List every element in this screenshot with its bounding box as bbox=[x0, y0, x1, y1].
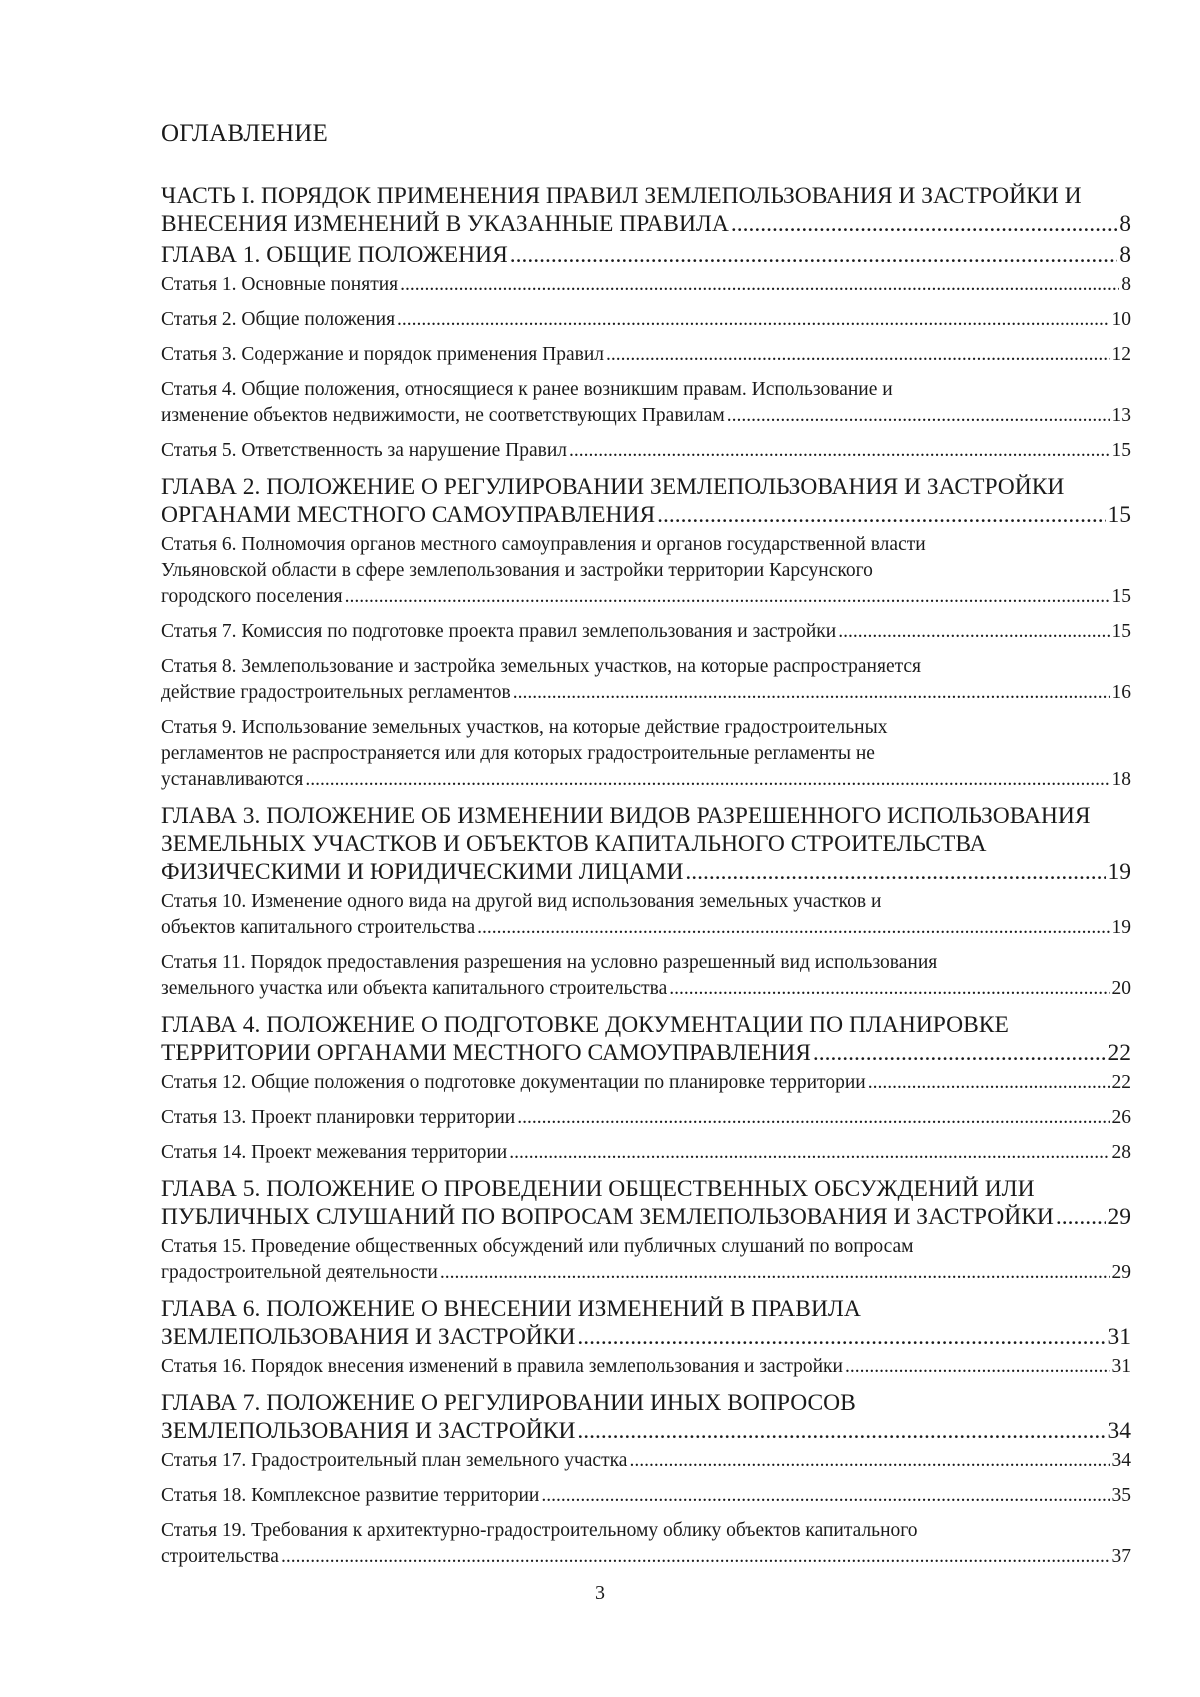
toc-entry bbox=[161, 1011, 1131, 1067]
dot-leader bbox=[345, 584, 1110, 610]
toc-entry-title: Статья 1. Основные понятия bbox=[161, 274, 399, 295]
toc-entry-page: 15 bbox=[1111, 586, 1131, 607]
dot-leader bbox=[629, 1448, 1109, 1474]
toc-entry-title: Статья 12. Общие положения о подготовке документации по планировке территории bbox=[161, 1072, 866, 1093]
toc-entry-title: градостроительной деятельности bbox=[161, 1262, 438, 1283]
toc-entry-last-line bbox=[161, 584, 1131, 610]
toc-entry bbox=[161, 377, 1131, 429]
dot-leader bbox=[813, 1039, 1106, 1067]
toc-entry-line: Статья 6. Полномочия органов местного самоуправления и органов государственной власти bbox=[161, 534, 926, 555]
toc-entry-last-line bbox=[161, 342, 1131, 368]
toc-entry-title: устанавливаются bbox=[161, 769, 304, 790]
toc-entry-line: Статья 9. Использование земельных участков, на которые действие градостроительных bbox=[161, 717, 888, 738]
dot-leader bbox=[577, 1323, 1105, 1351]
toc-entry-page: 8 bbox=[1119, 211, 1131, 237]
toc-entry-page: 13 bbox=[1111, 405, 1131, 426]
toc-entry-title: Статья 13. Проект планировки территории bbox=[161, 1107, 516, 1128]
dot-leader bbox=[517, 1105, 1109, 1131]
toc-entry bbox=[161, 1175, 1131, 1231]
toc-entry-page: 16 bbox=[1111, 682, 1131, 703]
dot-leader bbox=[510, 241, 1117, 269]
toc-entry-page: 29 bbox=[1107, 1204, 1131, 1230]
toc-entry-title: ЗЕМЛЕПОЛЬЗОВАНИЯ И ЗАСТРОЙКИ bbox=[161, 1418, 576, 1444]
toc-entry-page: 31 bbox=[1111, 1356, 1131, 1377]
dot-leader bbox=[440, 1260, 1110, 1286]
toc-entry-title: Статья 7. Комиссия по подготовке проекта правил землепользования и застройки bbox=[161, 621, 837, 642]
toc-entry-page: 18 bbox=[1111, 769, 1131, 790]
toc-entry bbox=[161, 182, 1131, 238]
toc-entry-line: ЗЕМЕЛЬНЫХ УЧАСТКОВ И ОБЪЕКТОВ КАПИТАЛЬНОГО СТРОИТЕЛЬСТВА bbox=[161, 831, 987, 857]
toc-title: ОГЛАВЛЕНИЕ bbox=[161, 120, 328, 147]
dot-leader bbox=[845, 1354, 1110, 1380]
toc-entry-line: Статья 4. Общие положения, относящиеся к ранее возникшим правам. Использование и bbox=[161, 379, 893, 400]
toc-entry-title: ЗЕМЛЕПОЛЬЗОВАНИЯ И ЗАСТРОЙКИ bbox=[161, 1324, 576, 1350]
dot-leader bbox=[606, 342, 1110, 368]
toc-entry-line: ГЛАВА 4. ПОЛОЖЕНИЕ О ПОДГОТОВКЕ ДОКУМЕНТАЦИИ ПО ПЛАНИРОВКЕ bbox=[161, 1012, 1009, 1038]
toc-entry-line: ГЛАВА 7. ПОЛОЖЕНИЕ О РЕГУЛИРОВАНИИ ИНЫХ ВОПРОСОВ bbox=[161, 1390, 856, 1416]
toc-entry-last-line bbox=[161, 272, 1131, 298]
toc-entry bbox=[161, 1234, 1131, 1286]
toc-entry-title: действие градостроительных регламентов bbox=[161, 682, 511, 703]
toc-entry-line: Статья 19. Требования к архитектурно-градостроительному облику объектов капитального bbox=[161, 1520, 918, 1541]
toc-entry bbox=[161, 307, 1131, 333]
dot-leader bbox=[685, 858, 1105, 886]
toc-entry bbox=[161, 342, 1131, 368]
toc-entry-title: изменение объектов недвижимости, не соответствующих Правилам bbox=[161, 405, 725, 426]
toc-entry-page: 29 bbox=[1111, 1262, 1131, 1283]
toc-entry-page: 10 bbox=[1111, 309, 1131, 330]
toc-entry bbox=[161, 1105, 1131, 1131]
dot-leader bbox=[400, 272, 1119, 298]
page-number: 3 bbox=[595, 1582, 605, 1604]
toc-entry-page: 15 bbox=[1111, 621, 1131, 642]
toc-entry-last-line bbox=[161, 1483, 1131, 1509]
toc-entry bbox=[161, 1354, 1131, 1380]
toc-entry bbox=[161, 715, 1131, 793]
toc-entry-last-line bbox=[161, 1140, 1131, 1166]
toc-entry-last-line bbox=[161, 858, 1131, 886]
toc-entry-page: 28 bbox=[1111, 1142, 1131, 1163]
toc-entry-title: земельного участка или объекта капитального строительства bbox=[161, 978, 668, 999]
toc-entry-last-line bbox=[161, 1544, 1131, 1570]
toc-entry-last-line bbox=[161, 501, 1131, 529]
toc-entry-page: 8 bbox=[1121, 274, 1131, 295]
toc-entry-last-line bbox=[161, 438, 1131, 464]
toc-entry bbox=[161, 473, 1131, 529]
toc-entry bbox=[161, 532, 1131, 610]
toc-entry-page: 15 bbox=[1107, 502, 1131, 528]
toc-entry-page: 26 bbox=[1111, 1107, 1131, 1128]
toc-entry bbox=[161, 1140, 1131, 1166]
dot-leader bbox=[305, 767, 1109, 793]
toc-entry bbox=[161, 654, 1131, 706]
toc-entry bbox=[161, 619, 1131, 645]
dot-leader bbox=[569, 438, 1109, 464]
toc-entry-last-line bbox=[161, 1105, 1131, 1131]
toc-entry-last-line bbox=[161, 307, 1131, 333]
toc-entry-title: Статья 17. Градостроительный план земельного участка bbox=[161, 1450, 628, 1471]
toc-entry-line: ГЛАВА 6. ПОЛОЖЕНИЕ О ВНЕСЕНИИ ИЗМЕНЕНИЙ В ПРАВИЛА bbox=[161, 1296, 861, 1322]
toc-entry bbox=[161, 272, 1131, 298]
toc-entry-title: Статья 5. Ответственность за нарушение Правил bbox=[161, 440, 568, 461]
toc-entry bbox=[161, 1518, 1131, 1570]
toc-entry-page: 22 bbox=[1111, 1072, 1131, 1093]
toc-entry-last-line bbox=[161, 210, 1131, 238]
dot-leader bbox=[477, 915, 1109, 941]
toc-entry-last-line bbox=[161, 1323, 1131, 1351]
toc-entry-last-line bbox=[161, 1417, 1131, 1445]
toc-entry-last-line bbox=[161, 1448, 1131, 1474]
dot-leader bbox=[577, 1417, 1105, 1445]
dot-leader bbox=[868, 1070, 1110, 1096]
toc-entry-last-line bbox=[161, 1203, 1131, 1231]
toc-entry-last-line bbox=[161, 1260, 1131, 1286]
toc-entry-page: 22 bbox=[1107, 1040, 1131, 1066]
toc-entry bbox=[161, 1448, 1131, 1474]
dot-leader bbox=[509, 1140, 1109, 1166]
toc-entry bbox=[161, 1295, 1131, 1351]
dot-leader bbox=[281, 1544, 1110, 1570]
toc-entry-page: 20 bbox=[1111, 978, 1131, 999]
toc-entry-title: объектов капитального строительства bbox=[161, 917, 476, 938]
toc-entry-page: 31 bbox=[1107, 1324, 1131, 1350]
dot-leader bbox=[541, 1483, 1109, 1509]
toc-entry-last-line bbox=[161, 403, 1131, 429]
dot-leader bbox=[727, 403, 1110, 429]
toc-entry bbox=[161, 1483, 1131, 1509]
dot-leader bbox=[1056, 1203, 1106, 1231]
dot-leader bbox=[397, 307, 1109, 333]
toc-entry-page: 19 bbox=[1107, 859, 1131, 885]
toc-entry bbox=[161, 802, 1131, 886]
dot-leader bbox=[513, 680, 1110, 706]
dot-leader bbox=[669, 976, 1109, 1002]
dot-leader bbox=[657, 501, 1105, 529]
toc-entry-page: 37 bbox=[1111, 1546, 1131, 1567]
toc-entry-last-line bbox=[161, 241, 1131, 269]
toc-entry-title: ФИЗИЧЕСКИМИ И ЮРИДИЧЕСКИМИ ЛИЦАМИ bbox=[161, 859, 684, 885]
toc-entry-last-line bbox=[161, 767, 1131, 793]
toc-entry-line: ЧАСТЬ I. ПОРЯДОК ПРИМЕНЕНИЯ ПРАВИЛ ЗЕМЛЕПОЛЬЗОВАНИЯ И ЗАСТРОЙКИ И bbox=[161, 183, 1082, 209]
toc-entry-line: регламентов не распространяется или для которых градостроительные регламенты не bbox=[161, 743, 875, 764]
toc-entry-title: Статья 16. Порядок внесения изменений в правила землепользования и застройки bbox=[161, 1356, 843, 1377]
toc-entry-line: Статья 8. Землепользование и застройка земельных участков, на которые распространяется bbox=[161, 656, 921, 677]
dot-leader bbox=[731, 210, 1117, 238]
toc-entry-last-line bbox=[161, 680, 1131, 706]
toc-entry bbox=[161, 950, 1131, 1002]
toc-entry-page: 34 bbox=[1107, 1418, 1131, 1444]
toc-entry-title: Статья 14. Проект межевания территории bbox=[161, 1142, 508, 1163]
toc-entry-title: ПУБЛИЧНЫХ СЛУШАНИЙ ПО ВОПРОСАМ ЗЕМЛЕПОЛЬЗОВАНИЯ И ЗАСТРОЙКИ bbox=[161, 1204, 1054, 1230]
toc-entry-last-line bbox=[161, 915, 1131, 941]
toc-entry-line: Ульяновской области в сфере землепользования и застройки территории Карсунского bbox=[161, 560, 873, 581]
toc-entry-line: Статья 11. Порядок предоставления разрешения на условно разрешенный вид использования bbox=[161, 952, 938, 973]
toc-entry-page: 15 bbox=[1111, 440, 1131, 461]
toc-entry-last-line bbox=[161, 976, 1131, 1002]
toc-entry-line: ГЛАВА 3. ПОЛОЖЕНИЕ ОБ ИЗМЕНЕНИИ ВИДОВ РАЗРЕШЕННОГО ИСПОЛЬЗОВАНИЯ bbox=[161, 803, 1091, 829]
toc-entry bbox=[161, 438, 1131, 464]
toc-entry bbox=[161, 241, 1131, 269]
toc-entry-line: Статья 10. Изменение одного вида на другой вид использования земельных участков и bbox=[161, 891, 882, 912]
toc-entry-title: строительства bbox=[161, 1546, 279, 1567]
toc-entry-title: Статья 3. Содержание и порядок применения Правил bbox=[161, 344, 604, 365]
toc-entry-page: 8 bbox=[1119, 242, 1131, 268]
toc-entry-line: Статья 15. Проведение общественных обсуждений или публичных слушаний по вопросам bbox=[161, 1236, 914, 1257]
toc-entry-last-line bbox=[161, 1039, 1131, 1067]
toc-entry bbox=[161, 1389, 1131, 1445]
toc-entry-title: ОРГАНАМИ МЕСТНОГО САМОУПРАВЛЕНИЯ bbox=[161, 502, 656, 528]
toc-entry bbox=[161, 1070, 1131, 1096]
toc-entry-line: ГЛАВА 5. ПОЛОЖЕНИЕ О ПРОВЕДЕНИИ ОБЩЕСТВЕННЫХ ОБСУЖДЕНИЙ ИЛИ bbox=[161, 1176, 1035, 1202]
toc-entry-last-line bbox=[161, 1354, 1131, 1380]
table-of-contents bbox=[161, 182, 1131, 1579]
toc-entry-page: 35 bbox=[1111, 1485, 1131, 1506]
toc-entry-page: 19 bbox=[1111, 917, 1131, 938]
toc-entry-page: 34 bbox=[1111, 1450, 1131, 1471]
toc-entry-title: ГЛАВА 1. ОБЩИЕ ПОЛОЖЕНИЯ bbox=[161, 242, 508, 268]
dot-leader bbox=[838, 619, 1109, 645]
toc-entry-last-line bbox=[161, 1070, 1131, 1096]
toc-entry-line: ГЛАВА 2. ПОЛОЖЕНИЕ О РЕГУЛИРОВАНИИ ЗЕМЛЕПОЛЬЗОВАНИЯ И ЗАСТРОЙКИ bbox=[161, 474, 1065, 500]
toc-entry-page: 12 bbox=[1111, 344, 1131, 365]
toc-entry-title: Статья 2. Общие положения bbox=[161, 309, 396, 330]
toc-entry-last-line bbox=[161, 619, 1131, 645]
toc-entry bbox=[161, 889, 1131, 941]
toc-entry-title: Статья 18. Комплексное развитие территории bbox=[161, 1485, 540, 1506]
toc-entry-title: городского поселения bbox=[161, 586, 343, 607]
toc-entry-title: ВНЕСЕНИЯ ИЗМЕНЕНИЙ В УКАЗАННЫЕ ПРАВИЛА bbox=[161, 211, 729, 237]
toc-entry-title: ТЕРРИТОРИИ ОРГАНАМИ МЕСТНОГО САМОУПРАВЛЕНИЯ bbox=[161, 1040, 811, 1066]
